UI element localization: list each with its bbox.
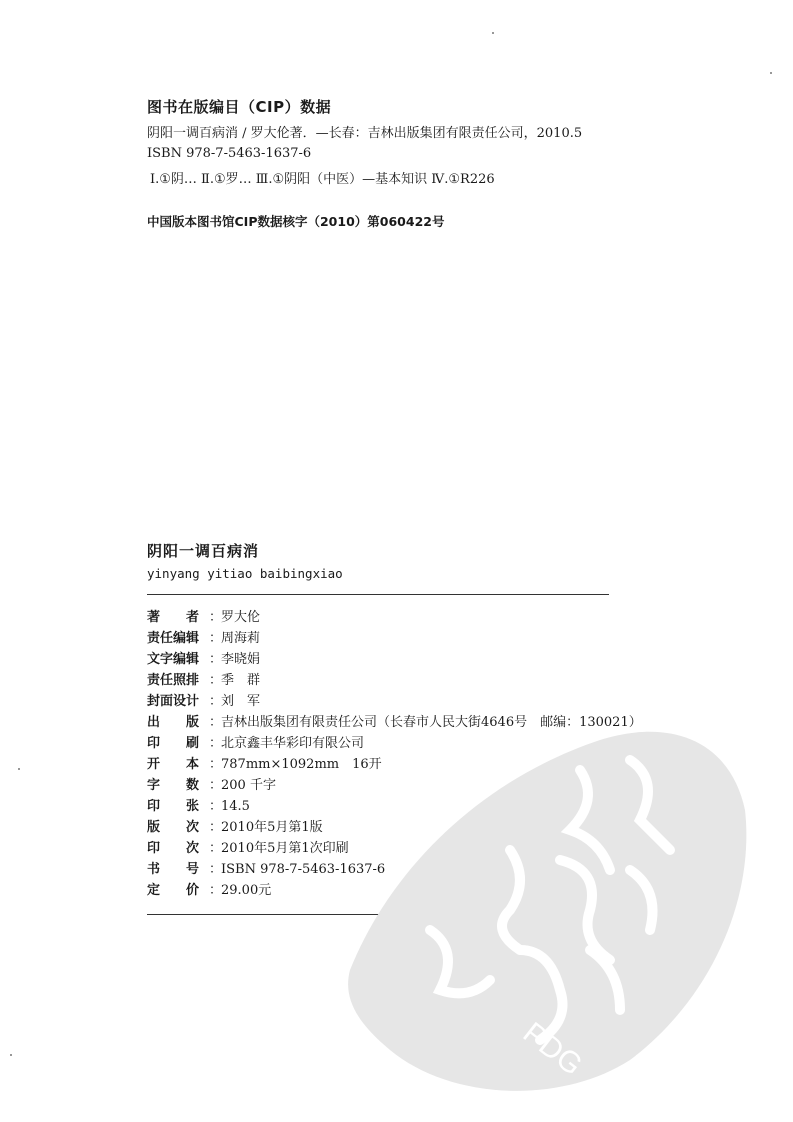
colophon-value: ISBN 978-7-5463-1637-6 [221, 862, 386, 877]
colophon-sep: ： [209, 736, 223, 751]
divider-top [147, 594, 609, 595]
colophon-value: 200 千字 [221, 778, 276, 793]
cip-classification: Ⅰ.①阴… Ⅱ.①罗… Ⅲ.①阴阳（中医）—基本知识 Ⅳ.①R226 [150, 172, 495, 187]
watermark-label: PDG [516, 1016, 589, 1083]
colophon-label: 文字编辑 [147, 652, 200, 667]
colophon-sep: ： [209, 820, 223, 835]
colophon-value: 2010年5月第1次印刷 [221, 841, 349, 856]
colophon-label: 责任编辑 [147, 631, 200, 646]
colophon-value: 14.5 [221, 799, 250, 814]
colophon-label: 开 本 [147, 757, 200, 772]
colophon-value: 周海莉 [221, 631, 261, 646]
cip-heading: 图书在版编目（CIP）数据 [147, 98, 332, 116]
colophon-row [147, 628, 747, 649]
colophon-sep: ： [209, 694, 223, 709]
colophon-sep: ： [209, 862, 223, 877]
seal-watermark-icon [330, 700, 760, 1100]
book-pinyin: yinyang yitiao baibingxiao [147, 566, 343, 581]
colophon-label: 印 刷 [147, 736, 200, 751]
colophon-sep: ： [209, 883, 223, 898]
colophon-sep: ： [209, 610, 223, 625]
colophon-sep: ： [209, 631, 223, 646]
colophon-label: 版 次 [147, 820, 200, 835]
colophon-label: 出 版 [147, 715, 200, 730]
colophon-sep: ： [209, 757, 223, 772]
colophon-label: 字 数 [147, 778, 200, 793]
colophon-sep: ： [209, 673, 223, 688]
scan-speck [10, 1054, 12, 1056]
colophon-value: 787mm×1092mm 16开 [221, 757, 382, 772]
cip-title-line: 阴阳一调百病消 / 罗大伦著．—长春：吉林出版集团有限责任公司，2010.5 [147, 126, 583, 141]
colophon-value: 北京鑫丰华彩印有限公司 [221, 736, 365, 751]
colophon-value: 刘 军 [221, 694, 261, 709]
scan-speck [18, 768, 20, 770]
colophon-value: 29.00元 [221, 883, 272, 898]
colophon-sep: ： [209, 799, 223, 814]
book-title: 阴阳一调百病消 [147, 542, 260, 560]
colophon-sep: ： [209, 715, 223, 730]
colophon-label: 书 号 [147, 862, 200, 877]
scan-speck [770, 72, 772, 74]
colophon-value: 吉林出版集团有限责任公司（长春市人民大街4646号 邮编：130021） [221, 715, 642, 730]
colophon-sep: ： [209, 652, 223, 667]
colophon-value: 季 群 [221, 673, 261, 688]
scan-speck [492, 32, 494, 34]
colophon-row [147, 670, 747, 691]
cip-isbn: ISBN 978-7-5463-1637-6 [147, 146, 312, 161]
colophon-label: 印 张 [147, 799, 200, 814]
colophon-label: 责任照排 [147, 673, 200, 688]
colophon-value: 罗大伦 [221, 610, 261, 625]
colophon-label: 定 价 [147, 883, 200, 898]
colophon-row [147, 607, 747, 628]
colophon-label: 印 次 [147, 841, 200, 856]
colophon-value: 李晓娟 [221, 652, 261, 667]
colophon-row [147, 649, 747, 670]
cip-record-number: 中国版本图书馆CIP数据核字（2010）第060422号 [147, 214, 445, 229]
colophon-label: 封面设计 [147, 694, 200, 709]
colophon-value: 2010年5月第1版 [221, 820, 323, 835]
colophon-sep: ： [209, 841, 223, 856]
colophon-label: 著 者 [147, 610, 200, 625]
colophon-sep: ： [209, 778, 223, 793]
